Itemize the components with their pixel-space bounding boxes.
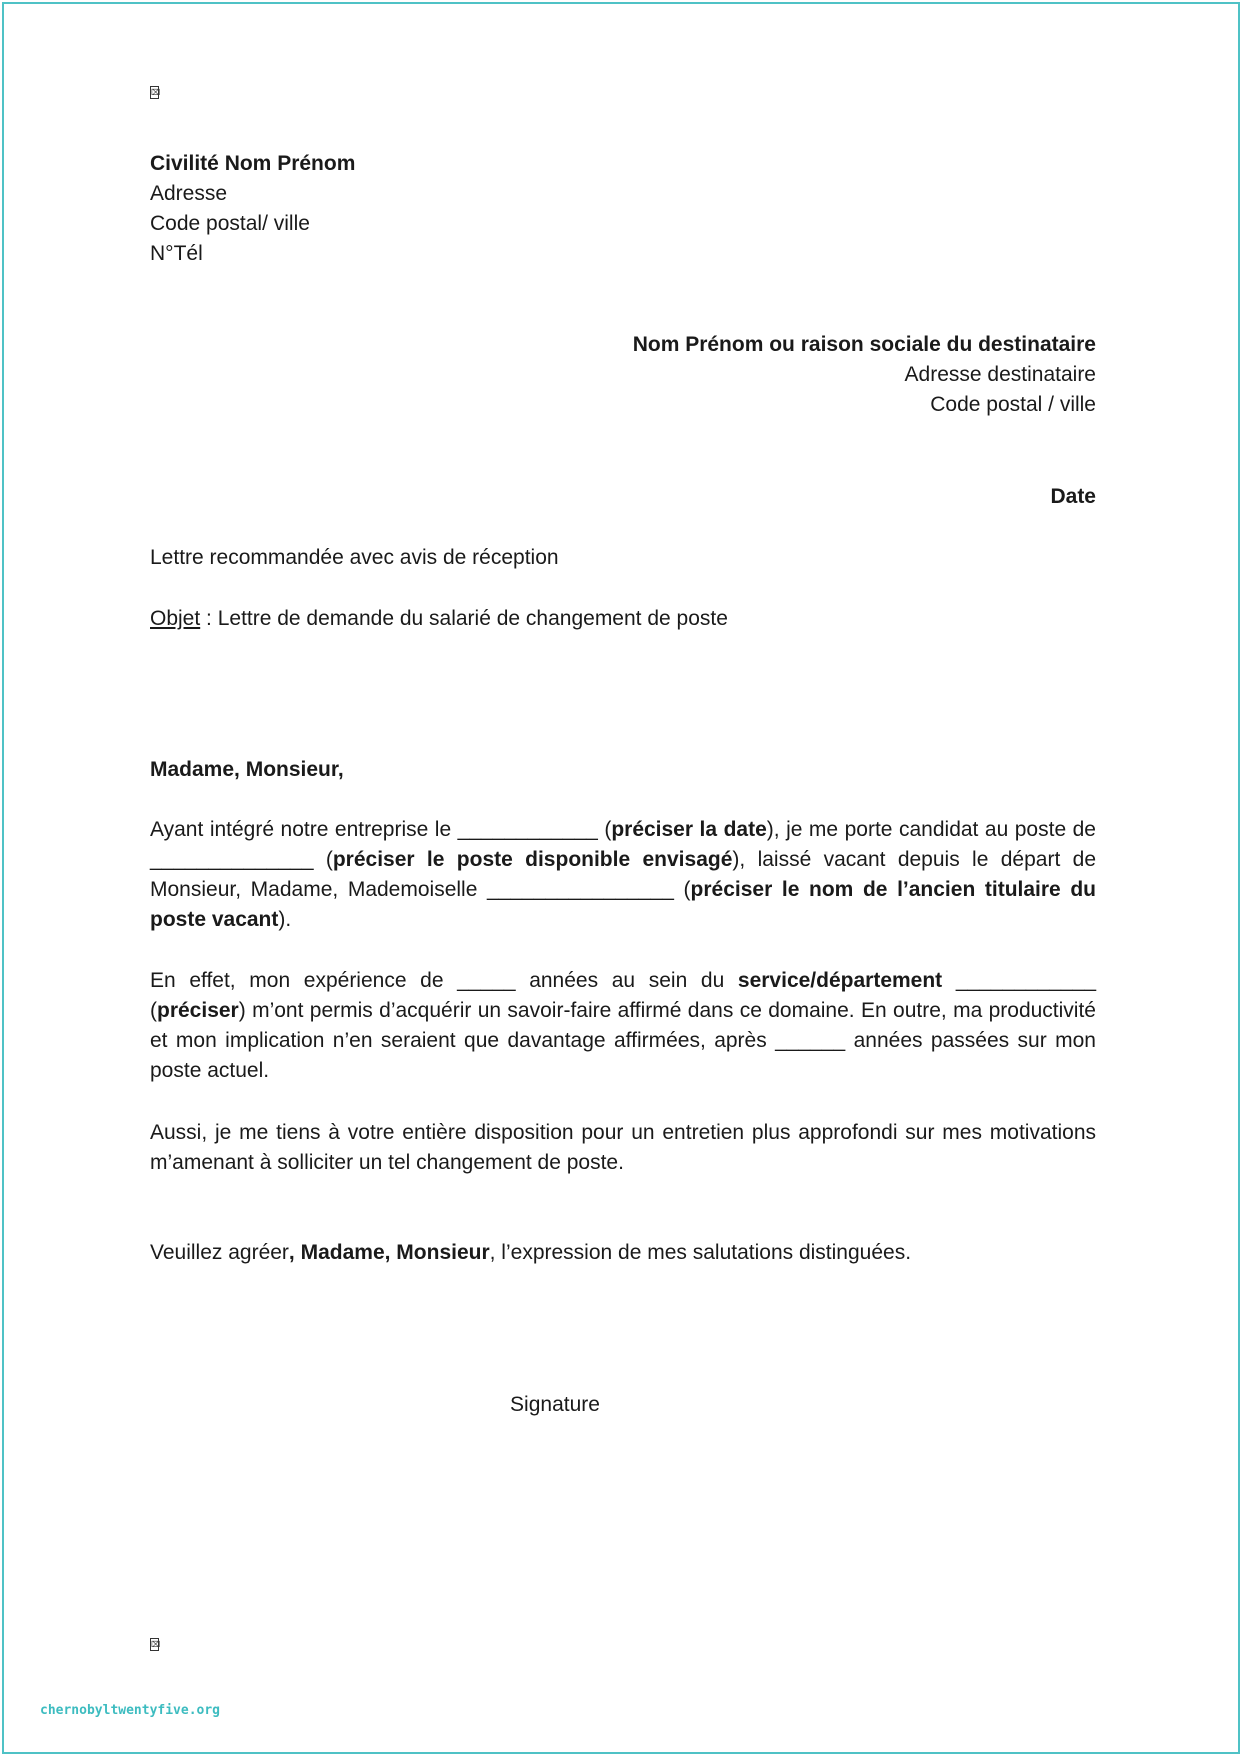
blank-field: ______ — [775, 1029, 846, 1052]
sender-name: Civilité Nom Prénom — [150, 152, 356, 175]
recipient-postal: Code postal / ville — [930, 393, 1096, 416]
blank-field: ________________ — [487, 878, 674, 901]
blank-field: _____ — [457, 969, 516, 992]
recipient-name: Nom Prénom ou raison sociale du destinataire — [632, 333, 1096, 356]
blank-field: ______________ — [150, 848, 314, 871]
signature-label: Signature — [510, 1393, 600, 1416]
recipient-block — [633, 330, 1096, 420]
registered-mail-mention: Lettre recommandée avec avis de réception — [150, 546, 559, 569]
sender-postal: Code postal/ ville — [150, 212, 310, 235]
subject-label: Objet — [150, 607, 201, 630]
subject-text: : Lettre de demande du salarié de changement de poste — [200, 607, 728, 630]
body-paragraph-1: Ayant intégré notre entreprise le ____________ (préciser la date), je me porte candidat au poste de ______________ (préciser le poste disponible envisagé), laissé vacant depuis le départ de Monsieur, Madame, Mademoiselle ________________ (préciser le nom de l’ancien titulaire du poste vacant). — [150, 818, 1097, 931]
watermark: chernobyltwentyfive.org — [40, 1703, 221, 1718]
blank-field: ____________ — [457, 818, 598, 841]
subject-line — [150, 604, 728, 634]
recipient-address: Adresse destinataire — [904, 363, 1096, 386]
body-paragraph-3: Aussi, je me tiens à votre entière disposition pour un entretien plus approfondi sur mes motivations m’amenant à solliciter un tel changement de poste. — [150, 1121, 1096, 1174]
salutation: Madame, Monsieur, — [150, 758, 344, 781]
sender-address: Adresse — [150, 182, 228, 205]
letter-date: Date — [1050, 485, 1096, 508]
placeholder-glyph-icon: ⌧ — [151, 1640, 161, 1649]
signature-block — [0, 1390, 1246, 1420]
sender-block — [150, 149, 355, 269]
body-paragraph-2: En effet, mon expérience de _____ années au sein du service/département ____________ (préciser) m’ont permis d’acquérir un savoir-faire affirmé dans ce domaine. En outre, ma productivité et mon implication n’en seraient que davantage affirmées, après ______ années passées sur mon poste actuel. — [150, 969, 1096, 1082]
blank-field: ____________ — [955, 969, 1096, 992]
placeholder-glyph-icon: ⌧ — [151, 88, 161, 97]
closing-formula: Veuillez agréer, Madame, Monsieur, l’expression de mes salutations distinguées. — [150, 1241, 912, 1264]
sender-phone: N°Tél — [150, 242, 203, 265]
